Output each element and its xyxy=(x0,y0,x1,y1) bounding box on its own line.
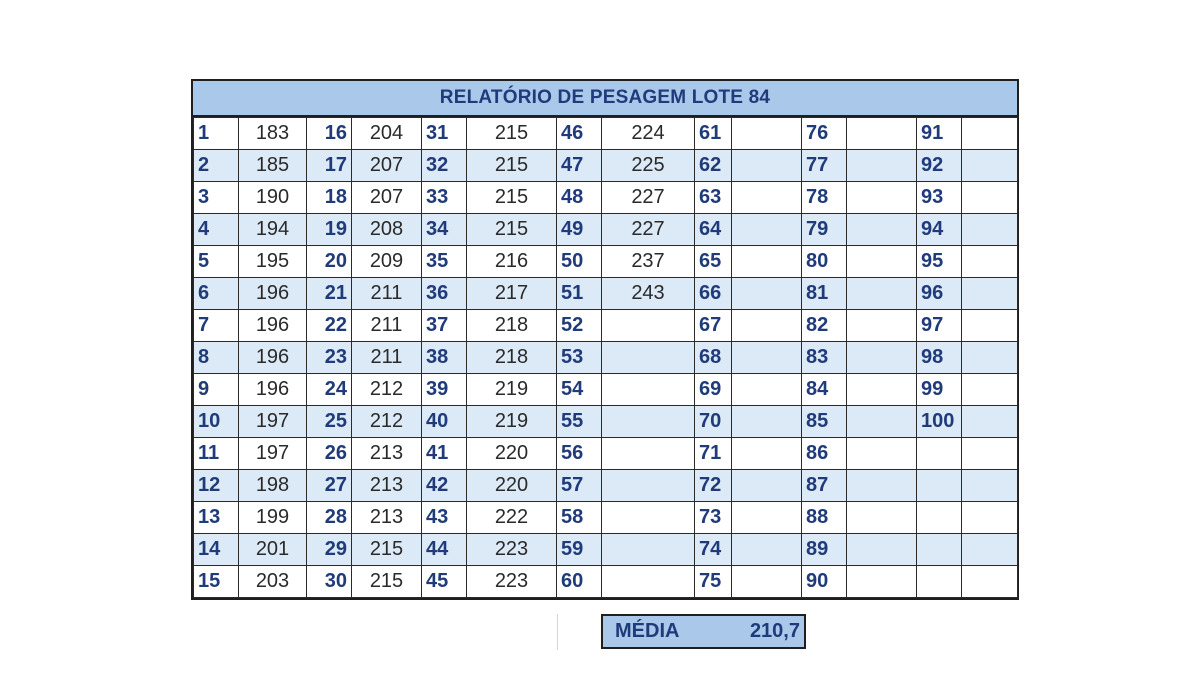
table-row xyxy=(194,502,1018,534)
table-row xyxy=(194,438,1018,470)
row-number-cell: 53 xyxy=(557,342,602,374)
weight-cell: 217 xyxy=(467,278,557,310)
row-number-cell: 76 xyxy=(802,118,847,150)
weight-cell: 196 xyxy=(239,342,307,374)
weight-cell xyxy=(962,182,1018,214)
weight-cell xyxy=(732,470,802,502)
row-number-cell: 51 xyxy=(557,278,602,310)
weight-cell xyxy=(847,278,917,310)
weight-cell: 199 xyxy=(239,502,307,534)
row-number-cell: 3 xyxy=(194,182,239,214)
row-number-cell: 47 xyxy=(557,150,602,182)
weight-cell xyxy=(732,502,802,534)
weight-cell xyxy=(732,246,802,278)
weight-cell: 213 xyxy=(352,470,422,502)
weight-cell xyxy=(732,214,802,246)
row-number-cell: 74 xyxy=(695,534,732,566)
weight-cell: 207 xyxy=(352,182,422,214)
row-number-cell: 31 xyxy=(422,118,467,150)
row-number-cell: 65 xyxy=(695,246,732,278)
row-number-cell: 89 xyxy=(802,534,847,566)
row-number-cell: 28 xyxy=(307,502,352,534)
row-number-cell xyxy=(917,566,962,598)
weight-cell xyxy=(962,246,1018,278)
weight-cell: 209 xyxy=(352,246,422,278)
weight-cell xyxy=(962,470,1018,502)
weight-cell xyxy=(962,118,1018,150)
row-number-cell: 38 xyxy=(422,342,467,374)
row-number-cell: 62 xyxy=(695,150,732,182)
row-number-cell: 11 xyxy=(194,438,239,470)
weight-cell xyxy=(962,566,1018,598)
weight-cell: 183 xyxy=(239,118,307,150)
weight-cell xyxy=(847,150,917,182)
weight-cell: 215 xyxy=(467,118,557,150)
row-number-cell: 20 xyxy=(307,246,352,278)
weight-cell: 220 xyxy=(467,470,557,502)
row-number-cell xyxy=(917,470,962,502)
weight-cell xyxy=(732,406,802,438)
row-number-cell: 21 xyxy=(307,278,352,310)
table-row xyxy=(194,182,1018,214)
weight-cell xyxy=(732,566,802,598)
weight-cell: 223 xyxy=(467,534,557,566)
table-row xyxy=(194,566,1018,598)
row-number-cell: 36 xyxy=(422,278,467,310)
row-number-cell: 90 xyxy=(802,566,847,598)
row-number-cell: 73 xyxy=(695,502,732,534)
table-row xyxy=(194,214,1018,246)
row-number-cell: 24 xyxy=(307,374,352,406)
weight-cell: 198 xyxy=(239,470,307,502)
weight-cell: 215 xyxy=(352,534,422,566)
weight-cell: 237 xyxy=(602,246,695,278)
weight-cell xyxy=(732,150,802,182)
weight-cell: 218 xyxy=(467,310,557,342)
row-number-cell: 19 xyxy=(307,214,352,246)
row-number-cell: 29 xyxy=(307,534,352,566)
weight-cell xyxy=(602,534,695,566)
weight-cell xyxy=(962,438,1018,470)
row-number-cell: 93 xyxy=(917,182,962,214)
row-number-cell: 66 xyxy=(695,278,732,310)
weight-cell: 219 xyxy=(467,374,557,406)
row-number-cell: 78 xyxy=(802,182,847,214)
weight-cell xyxy=(847,374,917,406)
row-number-cell: 48 xyxy=(557,182,602,214)
weights-grid-body xyxy=(194,118,1018,598)
row-number-cell: 69 xyxy=(695,374,732,406)
row-number-cell: 96 xyxy=(917,278,962,310)
row-number-cell: 42 xyxy=(422,470,467,502)
weight-cell: 197 xyxy=(239,438,307,470)
row-number-cell: 4 xyxy=(194,214,239,246)
weight-cell: 243 xyxy=(602,278,695,310)
weight-cell: 227 xyxy=(602,214,695,246)
table-row xyxy=(194,278,1018,310)
average-value: 210,7 xyxy=(749,620,800,642)
row-number-cell: 8 xyxy=(194,342,239,374)
row-number-cell: 27 xyxy=(307,470,352,502)
weight-cell xyxy=(732,310,802,342)
row-number-cell: 34 xyxy=(422,214,467,246)
weight-cell xyxy=(847,118,917,150)
weight-cell xyxy=(732,374,802,406)
row-number-cell: 15 xyxy=(194,566,239,598)
row-number-cell: 33 xyxy=(422,182,467,214)
weight-cell: 225 xyxy=(602,150,695,182)
row-number-cell: 1 xyxy=(194,118,239,150)
row-number-cell xyxy=(917,502,962,534)
faint-gridline xyxy=(557,614,558,650)
weighing-report-table xyxy=(191,79,1019,600)
row-number-cell: 55 xyxy=(557,406,602,438)
row-number-cell: 25 xyxy=(307,406,352,438)
row-number-cell: 60 xyxy=(557,566,602,598)
weight-cell xyxy=(732,342,802,374)
table-row xyxy=(194,246,1018,278)
weight-cell xyxy=(602,374,695,406)
weight-cell xyxy=(962,278,1018,310)
row-number-cell: 52 xyxy=(557,310,602,342)
row-number-cell: 99 xyxy=(917,374,962,406)
weight-cell: 215 xyxy=(467,214,557,246)
row-number-cell: 41 xyxy=(422,438,467,470)
table-row xyxy=(194,310,1018,342)
row-number-cell: 12 xyxy=(194,470,239,502)
weight-cell xyxy=(602,438,695,470)
weight-cell xyxy=(962,214,1018,246)
row-number-cell: 43 xyxy=(422,502,467,534)
weight-cell xyxy=(847,534,917,566)
row-number-cell: 57 xyxy=(557,470,602,502)
row-number-cell: 68 xyxy=(695,342,732,374)
weight-cell: 196 xyxy=(239,310,307,342)
row-number-cell: 50 xyxy=(557,246,602,278)
row-number-cell: 58 xyxy=(557,502,602,534)
weight-cell xyxy=(602,566,695,598)
row-number-cell: 40 xyxy=(422,406,467,438)
weight-cell: 213 xyxy=(352,502,422,534)
weight-cell: 211 xyxy=(352,278,422,310)
row-number-cell: 5 xyxy=(194,246,239,278)
weight-cell xyxy=(847,438,917,470)
weight-cell: 204 xyxy=(352,118,422,150)
row-number-cell: 30 xyxy=(307,566,352,598)
weight-cell: 220 xyxy=(467,438,557,470)
row-number-cell: 75 xyxy=(695,566,732,598)
row-number-cell: 98 xyxy=(917,342,962,374)
row-number-cell: 97 xyxy=(917,310,962,342)
weights-grid xyxy=(193,117,1018,598)
table-row xyxy=(194,374,1018,406)
row-number-cell: 72 xyxy=(695,470,732,502)
weight-cell: 218 xyxy=(467,342,557,374)
row-number-cell: 94 xyxy=(917,214,962,246)
weight-cell: 207 xyxy=(352,150,422,182)
row-number-cell: 91 xyxy=(917,118,962,150)
row-number-cell: 16 xyxy=(307,118,352,150)
table-row xyxy=(194,534,1018,566)
weight-cell xyxy=(732,182,802,214)
weight-cell: 227 xyxy=(602,182,695,214)
weight-cell xyxy=(847,406,917,438)
weight-cell: 224 xyxy=(602,118,695,150)
table-row xyxy=(194,406,1018,438)
table-row xyxy=(194,150,1018,182)
row-number-cell: 26 xyxy=(307,438,352,470)
weight-cell: 215 xyxy=(467,150,557,182)
weight-cell: 195 xyxy=(239,246,307,278)
row-number-cell: 10 xyxy=(194,406,239,438)
weight-cell: 219 xyxy=(467,406,557,438)
weight-cell xyxy=(962,342,1018,374)
row-number-cell: 32 xyxy=(422,150,467,182)
weight-cell xyxy=(602,406,695,438)
row-number-cell: 14 xyxy=(194,534,239,566)
weight-cell: 211 xyxy=(352,342,422,374)
row-number-cell: 35 xyxy=(422,246,467,278)
weight-cell: 208 xyxy=(352,214,422,246)
weight-cell xyxy=(962,502,1018,534)
report-title-text: RELATÓRIO DE PESAGEM LOTE 84 xyxy=(439,87,771,108)
row-number-cell: 83 xyxy=(802,342,847,374)
row-number-cell xyxy=(917,438,962,470)
row-number-cell: 37 xyxy=(422,310,467,342)
row-number-cell: 64 xyxy=(695,214,732,246)
row-number-cell: 80 xyxy=(802,246,847,278)
weight-cell: 211 xyxy=(352,310,422,342)
weight-cell xyxy=(847,182,917,214)
average-box xyxy=(601,614,806,649)
row-number-cell: 95 xyxy=(917,246,962,278)
row-number-cell: 82 xyxy=(802,310,847,342)
weight-cell: 196 xyxy=(239,278,307,310)
row-number-cell: 49 xyxy=(557,214,602,246)
weight-cell: 222 xyxy=(467,502,557,534)
weight-cell xyxy=(732,278,802,310)
weight-cell: 223 xyxy=(467,566,557,598)
weight-cell: 194 xyxy=(239,214,307,246)
weight-cell: 215 xyxy=(352,566,422,598)
table-row xyxy=(194,470,1018,502)
row-number-cell: 77 xyxy=(802,150,847,182)
weight-cell: 212 xyxy=(352,374,422,406)
row-number-cell: 6 xyxy=(194,278,239,310)
weight-cell xyxy=(847,246,917,278)
weight-cell: 215 xyxy=(467,182,557,214)
weight-cell xyxy=(962,150,1018,182)
weight-cell xyxy=(847,310,917,342)
weight-cell xyxy=(962,406,1018,438)
weight-cell xyxy=(962,310,1018,342)
weight-cell xyxy=(847,566,917,598)
row-number-cell: 13 xyxy=(194,502,239,534)
weight-cell: 185 xyxy=(239,150,307,182)
row-number-cell: 85 xyxy=(802,406,847,438)
table-row xyxy=(194,118,1018,150)
table-row xyxy=(194,342,1018,374)
weight-cell: 201 xyxy=(239,534,307,566)
row-number-cell: 45 xyxy=(422,566,467,598)
weight-cell xyxy=(962,534,1018,566)
row-number-cell: 7 xyxy=(194,310,239,342)
row-number-cell: 71 xyxy=(695,438,732,470)
row-number-cell: 63 xyxy=(695,182,732,214)
weight-cell xyxy=(732,118,802,150)
row-number-cell: 88 xyxy=(802,502,847,534)
row-number-cell: 39 xyxy=(422,374,467,406)
row-number-cell: 100 xyxy=(917,406,962,438)
average-label: MÉDIA xyxy=(615,620,680,642)
row-number-cell: 18 xyxy=(307,182,352,214)
row-number-cell: 59 xyxy=(557,534,602,566)
row-number-cell: 44 xyxy=(422,534,467,566)
row-number-cell: 70 xyxy=(695,406,732,438)
weight-cell: 190 xyxy=(239,182,307,214)
row-number-cell: 67 xyxy=(695,310,732,342)
row-number-cell: 84 xyxy=(802,374,847,406)
row-number-cell: 23 xyxy=(307,342,352,374)
row-number-cell: 46 xyxy=(557,118,602,150)
row-number-cell: 22 xyxy=(307,310,352,342)
row-number-cell: 92 xyxy=(917,150,962,182)
weight-cell: 203 xyxy=(239,566,307,598)
weight-cell xyxy=(847,470,917,502)
weight-cell xyxy=(847,342,917,374)
weight-cell xyxy=(732,438,802,470)
row-number-cell: 86 xyxy=(802,438,847,470)
row-number-cell: 61 xyxy=(695,118,732,150)
row-number-cell: 54 xyxy=(557,374,602,406)
weight-cell: 212 xyxy=(352,406,422,438)
weight-cell xyxy=(602,342,695,374)
row-number-cell: 81 xyxy=(802,278,847,310)
row-number-cell: 2 xyxy=(194,150,239,182)
weight-cell: 213 xyxy=(352,438,422,470)
weight-cell xyxy=(602,310,695,342)
weight-cell xyxy=(962,374,1018,406)
row-number-cell: 17 xyxy=(307,150,352,182)
weight-cell xyxy=(847,502,917,534)
row-number-cell: 56 xyxy=(557,438,602,470)
row-number-cell: 87 xyxy=(802,470,847,502)
weight-cell: 216 xyxy=(467,246,557,278)
row-number-cell: 79 xyxy=(802,214,847,246)
report-title xyxy=(193,81,1017,117)
row-number-cell xyxy=(917,534,962,566)
weight-cell xyxy=(847,214,917,246)
weight-cell xyxy=(732,534,802,566)
weight-cell xyxy=(602,470,695,502)
weight-cell: 196 xyxy=(239,374,307,406)
weight-cell xyxy=(602,502,695,534)
weight-cell: 197 xyxy=(239,406,307,438)
row-number-cell: 9 xyxy=(194,374,239,406)
